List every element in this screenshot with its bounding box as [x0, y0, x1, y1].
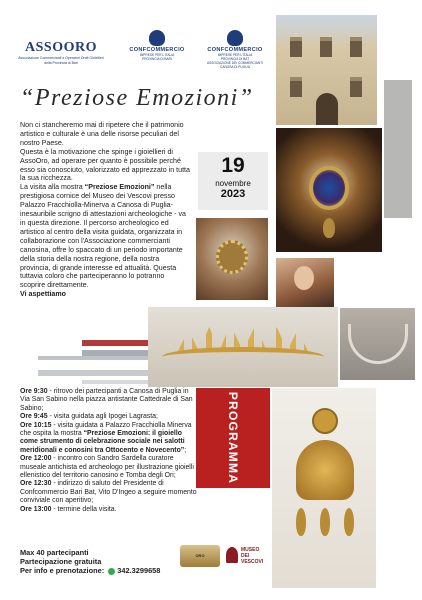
exhibition-name: “Preziose Emozioni” [84, 183, 155, 192]
phone-number[interactable]: 342.3299658 [117, 566, 161, 575]
confcommercio-bari-sub1: IMPRESE PER L'ITALIA [139, 53, 175, 57]
programma-item: Ore 10:15 - visita guidata a Palazzo Fracchiolla Minerva che ospita la mostra “Preziose Emozioni: il gioiello come strumento di celebrazione sociale nei salotti meridionali e conosini tra Ottocento e Novecento”; [20, 421, 192, 454]
programma-item: Ore 9:30 - ritrovo dei partecipanti a Canosa di Puglia in Via San Sabino nella piazza antistante Cattedrale di San Sabino; [20, 388, 193, 412]
confcommercio-bat-sub1: IMPRESE PER L'ITALIA [217, 53, 253, 57]
booking-info: Per info e prenotazione: 342.3299658 [20, 566, 161, 575]
decorative-grey-bar [82, 380, 148, 384]
ornament-photo [196, 218, 268, 300]
museum-building-photo [276, 15, 377, 125]
decorative-grey-column [384, 80, 412, 218]
earring-photo [272, 388, 376, 588]
programma-item: Ore 13:00 - termine della visita. [20, 505, 117, 513]
museo-dei-vescovi-logo: MUSEO DEI VESCOVI [226, 545, 274, 571]
max-participants: Max 40 partecipanti [20, 548, 89, 557]
programma-label: PROGRAMMA [226, 391, 241, 485]
intro-paragraph-3: La visita alla mostra “Preziose Emozioni” nella prestigiosa cornice del Museo dei Vescovi presso Palazzo Fracchiolla-Minerva a Canosa di Puglia- inesauribile scrigno di attestazioni archeologiche - va in questa direzione. Il percorso archeologico ed artistico al centro della visita guidata, organizzata in collaborazione con l'Associazione commercianti canosina, offre lo spaccato di un periodo importante della storia della nostra regione, della nostra provincia, di grande interesse ed attualità. Questa tuttavia coloro che parteciperanno lo potranno scoprire direttamente. [20, 183, 187, 290]
necklace-photo [340, 308, 415, 380]
whatsapp-icon [108, 568, 115, 575]
museo-mark-icon [226, 547, 238, 563]
decorative-red-bar [82, 340, 148, 346]
programma-item: Ore 9:45 - visita guidata agli Ipogei Lagrasta; [20, 413, 158, 421]
free-participation: Partecipazione gratuita [20, 557, 102, 566]
confcommercio-bat-word: CONFCOMMERCIO [207, 47, 263, 53]
intro-text [20, 121, 190, 299]
confcommercio-bat-sub2: PROVINCIA DI BAT [220, 57, 250, 61]
confcommercio-bari-logo [122, 30, 192, 61]
confcommercio-bat-sub3: ASSOCIAZIONE DEI COMMERCIANTI CANOSA DI PUGLIA [207, 61, 263, 69]
confcommercio-emblem-icon [149, 30, 165, 46]
intro-paragraph-1: Non ci stancheremo mai di ripetere che il patrimonio artistico e culturale è una delle risorse peculiari del nostro Paese. [20, 121, 184, 147]
confcommercio-bat-logo [200, 30, 270, 69]
tiara-photo [148, 307, 338, 387]
programma-item: Ore 12:30 - indirizzo di saluto del Presidente di Confcommercio Bari Bat, Vito D'Ingeo a seguire momento conviviale con aperitivo; [20, 480, 197, 505]
decorative-grey-bar [38, 356, 148, 360]
event-day: 19 [221, 154, 245, 177]
confcommercio-bari-sub2: PROVINCIA DI BARI [142, 57, 172, 61]
confcommercio-bari-word: CONFCOMMERCIO [129, 47, 185, 53]
assooro-logo-word: ASSOORO [25, 40, 97, 55]
event-year: 2023 [220, 188, 246, 200]
closing-sign: Vi aspettiamo [20, 290, 66, 299]
oro-partner-logo: ORO [180, 545, 220, 567]
intro-paragraph-2: Questa è la motivazione che spinge i gioiellieri di AssoOro, ad operare per quanto è possibile perché esso sia conosciuto, valorizzato ed apprezzato in tutta la sua ricchezza. [20, 147, 190, 183]
page-title: “Preziose Emozioni” [20, 85, 254, 111]
programma-list [20, 388, 200, 514]
brooch-photo [276, 128, 382, 252]
assooro-logo-subtitle: Associazione Commercianti e Operatori Orafi Gioiellieri della Provincia di Bari [18, 56, 104, 65]
assooro-logo [16, 40, 106, 65]
event-month: novembre [215, 179, 251, 188]
programma-item: Ore 12:00 - incontro con Sandro Sardella curatore museale antichista ed archeologo per illustrazione gioielli ellenistico del territorio canosino e Tomba degli Ori; [20, 455, 194, 480]
decorative-grey-bar [38, 370, 148, 376]
event-date-box [198, 152, 268, 210]
confcommercio-emblem-icon [227, 30, 243, 46]
portrait-photo [276, 258, 334, 308]
